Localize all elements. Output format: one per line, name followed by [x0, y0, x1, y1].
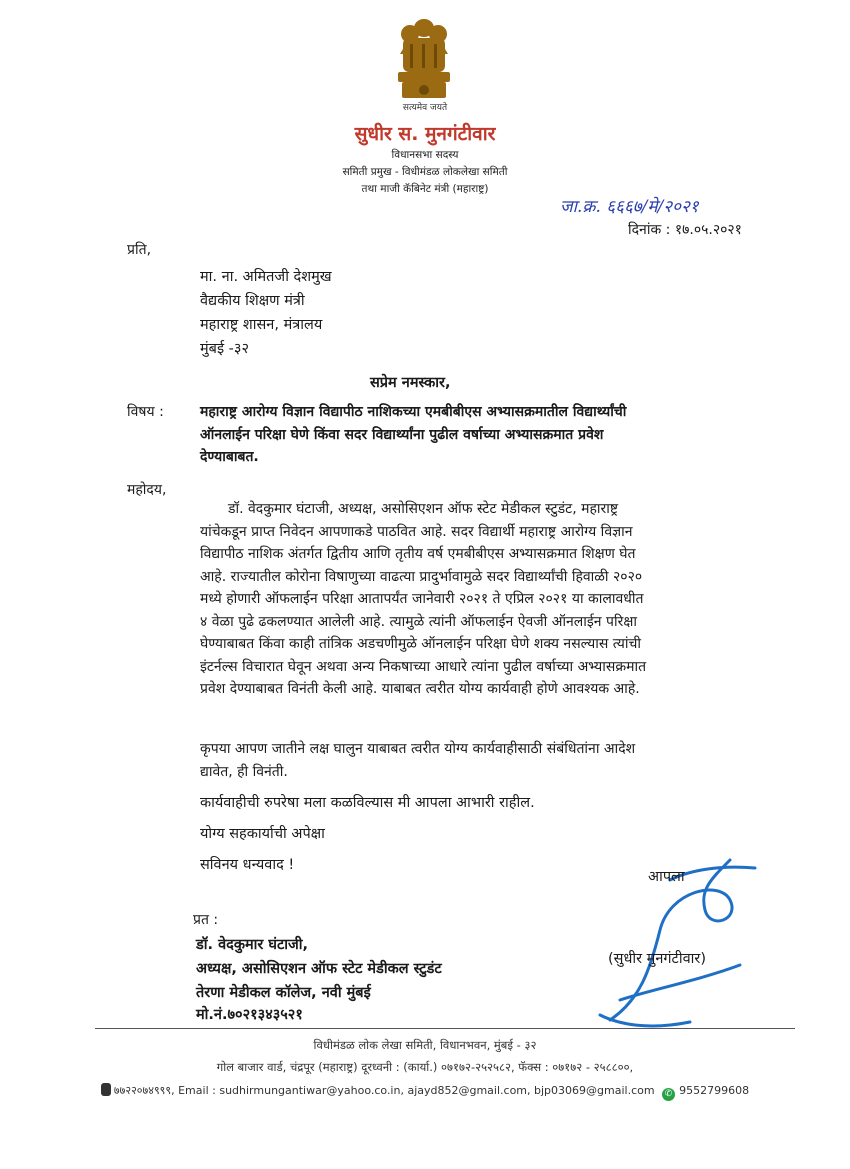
subject-text [200, 401, 796, 469]
body-paragraph-1 [200, 498, 796, 701]
subject-line: ऑनलाईन परिक्षा घेणे किंवा सदर विद्यार्थ्यांना पुढील वर्षाच्या अभ्यासक्रमात प्रवेश [200, 426, 604, 443]
copy-designation: अध्यक्ष, असोसिएशन ऑफ स्टेट मेडीकल स्टुडंट [196, 961, 442, 977]
body-paragraph-4: योग्य सहकार्याची अपेक्षा [200, 826, 325, 842]
body-line: इंटर्नल्स विचारात घेवून अथवा अन्य निकषाच्या आधारे त्यांना पुढील वर्षाच्या अभ्यासक्रमात [200, 658, 647, 675]
national-emblem-icon [388, 14, 460, 106]
body-line: ४ वेळा पुढे ढकलण्यात आलेली आहे. त्यामुळे त्यांनी ऑफलाईन ऐवजी ऑनलाईन परिक्षा [200, 613, 637, 630]
whatsapp-icon: ✆ [662, 1088, 675, 1101]
copy-mobile: मो.नं.७०२१३४३५२१ [196, 1007, 303, 1023]
mobile-phone-icon [101, 1083, 111, 1096]
footer-address-1: विधीमंडळ लोक लेखा समिती, विधानभवन, मुंबई - ३२ [313, 1038, 537, 1052]
to-label: प्रति, [127, 242, 152, 258]
footer-divider [95, 1028, 795, 1029]
letter-date: दिनांक : १७.०५.२०२१ [628, 222, 742, 238]
body-line: यांचेकडून प्राप्त निवेदन आपणाकडे पाठवित आहे. सदर विद्यार्थी महाराष्ट्र आरोग्य विज्ञान [200, 523, 633, 540]
footer-address-2: गोल बाजार वार्ड, चंद्रपूर (महाराष्ट्र) दूरध्वनी : (कार्या.) ०७१७२-२५२५८२, फॅक्स : ०७१७२ - २५८८००, [216, 1060, 634, 1074]
copy-college: तेरणा मेडीकल कॉलेज, नवी मुंबई [196, 985, 371, 1001]
body-line: घेण्याबाबत किंवा काही तांत्रिक अडचणीमुळे ऑनलाईन परिक्षा घेणे शक्य नसल्यास त्यांची [200, 636, 642, 652]
emblem-motto: सत्यमेव जयते [402, 103, 448, 113]
subject-label: विषय : [127, 404, 164, 420]
signatory-name: (सुधीर मुनगंटीवार) [608, 951, 707, 967]
footer-email-label: Email : [178, 1084, 216, 1097]
body-line: कृपया आपण जातीने लक्ष घालुन याबाबत त्वरीत योग्य कार्यवाहीसाठी संबंधितांना आदेश [200, 741, 636, 757]
salutation: महोदय, [127, 482, 167, 498]
copy-name: डॉ. वेदकुमार घंटाजी, [196, 937, 309, 953]
body-line: विद्यापीठ नाशिक अंतर्गत द्वितीय आणि तृतीय वर्ष एमबीबीएस अभ्यासक्रमात शिक्षण घेत [200, 546, 636, 562]
recipient-office: महाराष्ट्र शासन, मंत्रालय [200, 317, 323, 333]
footer-phone: ७७२२०७४९९९, [113, 1084, 175, 1097]
greeting: सप्रेम नमस्कार, [370, 375, 451, 391]
recipient-name: मा. ना. अमितजी देशमुख [200, 269, 332, 285]
sender-designation-3: तथा माजी कॅबिनेट मंत्री (महाराष्ट्र) [361, 183, 489, 195]
footer-whatsapp: 9552799608 [679, 1084, 750, 1097]
sender-designation-2: समिती प्रमुख - विधीमंडळ लोकलेखा समिती [342, 166, 508, 178]
subject-line: देण्याबाबत. [200, 449, 259, 465]
body-line: प्रवेश देण्याबाबत विनंती केली आहे. याबाबत त्वरीत योग्य कार्यवाही होणे आवश्यक आहे. [200, 681, 640, 697]
recipient-city: मुंबई -३२ [200, 341, 249, 357]
body-line: द्यावेत, ही विनंती. [200, 763, 288, 780]
body-paragraph-2 [200, 738, 796, 783]
body-line: आहे. राज्यातील कोरोना विषाणुच्या वाढत्या प्रादुर्भावामुळे सदर विद्यार्थ्यांची हिवाळी २०२० [200, 568, 643, 585]
body-paragraph-3: कार्यवाहीची रुपरेषा मला कळविल्यास मी आपला आभारी राहील. [200, 795, 535, 811]
sender-designation-1: विधानसभा सदस्य [391, 149, 459, 161]
body-line: मध्ये होणारी ऑफलाईन परिक्षा आतापर्यंत जानेवारी २०२१ ते एप्रिल २०२१ या कालावधीत [200, 591, 644, 607]
copy-label: प्रत : [193, 912, 219, 928]
body-line: डॉ. वेदकुमार घंटाजी, अध्यक्ष, असोसिएशन ऑफ स्टेट मेडीकल स्टुडंट, महाराष्ट्र [228, 501, 619, 517]
closing-thanks: सविनय धन्यवाद ! [200, 857, 295, 873]
reference-number: जा.क्र. ६६६७/मे/२०२१ [560, 197, 699, 217]
footer-contact [0, 1083, 850, 1101]
recipient-designation: वैद्यकीय शिक्षण मंत्री [200, 293, 305, 309]
subject-line: महाराष्ट्र आरोग्य विज्ञान विद्यापीठ नाशिकच्या एमबीबीएस अभ्यासक्रमातील विद्यार्थ्यांची [200, 404, 627, 420]
sender-name: सुधीर स. मुनगंटीवार [354, 123, 496, 145]
signature-yours: आपला [648, 869, 685, 885]
footer-emails: sudhirmungantiwar@yahoo.co.in, ajayd852@gmail.com, bjp03069@gmail.com [219, 1084, 655, 1097]
